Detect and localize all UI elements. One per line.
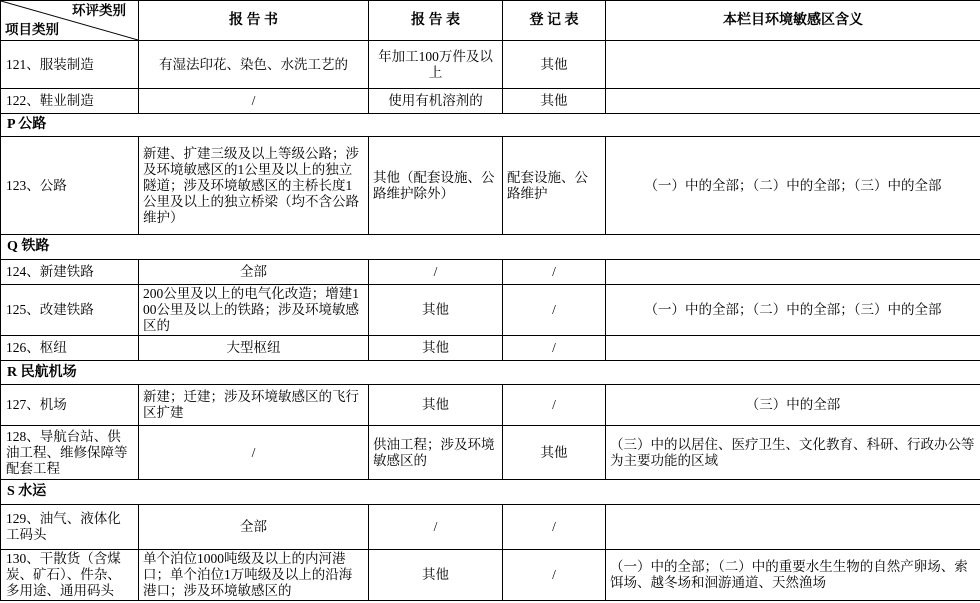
sensitive-area-cell	[606, 89, 980, 114]
report-book-cell: 单个泊位1000吨级及以上的内河港口；单个泊位1万吨级及以上的沿海港口；涉及环境敏感区的	[139, 550, 369, 601]
table-row	[1, 41, 980, 89]
diagonal-header-cell	[1, 1, 139, 41]
section-row	[1, 114, 980, 137]
table-row	[1, 550, 980, 601]
header-eia-category-label: 环评类别	[72, 3, 126, 18]
column-header-report-book: 报 告 书	[139, 1, 369, 41]
report-form-cell: 其他	[369, 285, 503, 336]
category-cell: 126、枢纽	[1, 336, 139, 361]
table-row	[1, 137, 980, 235]
sensitive-area-cell	[606, 505, 980, 550]
header-project-category-label: 项目类别	[5, 22, 59, 37]
register-form-cell: /	[503, 260, 606, 285]
table-row	[1, 260, 980, 285]
section-label: R 民航机场	[1, 361, 980, 385]
category-cell: 124、新建铁路	[1, 260, 139, 285]
category-cell: 130、干散货（含煤炭、矿石）、件杂、多用途、通用码头	[1, 550, 139, 601]
sensitive-area-cell: （三）中的全部	[606, 385, 980, 426]
report-form-cell: 年加工100万件及以上	[369, 41, 503, 89]
category-cell: 128、导航台站、供油工程、维修保障等配套工程	[1, 426, 139, 480]
report-book-cell: 新建、扩建三级及以上等级公路；涉及环境敏感区的1公里及以上的独立隧道；涉及环境敏感区的主桥长度1公里及以上的独立桥梁（均不含公路维护）	[139, 137, 369, 235]
section-row	[1, 361, 980, 385]
category-cell: 122、鞋业制造	[1, 89, 139, 114]
report-book-cell: 全部	[139, 505, 369, 550]
register-form-cell: /	[503, 336, 606, 361]
table-row	[1, 505, 980, 550]
register-form-cell: /	[503, 385, 606, 426]
report-form-cell: 其他	[369, 385, 503, 426]
report-form-cell: 其他	[369, 550, 503, 601]
report-book-cell: 200公里及以上的电气化改造；增建100公里及以上的铁路；涉及环境敏感区的	[139, 285, 369, 336]
sensitive-area-cell	[606, 336, 980, 361]
report-form-cell: 其他（配套设施、公路维护除外）	[369, 137, 503, 235]
section-label: S 水运	[1, 480, 980, 505]
section-row	[1, 235, 980, 260]
category-cell: 125、改建铁路	[1, 285, 139, 336]
table-row	[1, 285, 980, 336]
header-row	[1, 1, 980, 41]
report-book-cell: 有湿法印花、染色、水洗工艺的	[139, 41, 369, 89]
table-row	[1, 89, 980, 114]
section-label: P 公路	[1, 114, 980, 137]
sensitive-area-cell: （一）中的全部；（二）中的重要水生生物的自然产卵场、索饵场、越冬场和洄游通道、天然渔场	[606, 550, 980, 601]
column-header-sensitive-area-meaning: 本栏目环境敏感区含义	[606, 1, 980, 41]
report-form-cell: 使用有机溶剂的	[369, 89, 503, 114]
register-form-cell: /	[503, 550, 606, 601]
sensitive-area-cell: （一）中的全部；（二）中的全部；（三）中的全部	[606, 137, 980, 235]
register-form-cell: 其他	[503, 426, 606, 480]
sensitive-area-cell: （一）中的全部；（二）中的全部；（三）中的全部	[606, 285, 980, 336]
report-book-cell: /	[139, 426, 369, 480]
report-book-cell: 全部	[139, 260, 369, 285]
register-form-cell: 其他	[503, 41, 606, 89]
report-form-cell: /	[369, 505, 503, 550]
table-row	[1, 336, 980, 361]
table-body	[1, 41, 980, 601]
report-book-cell: 新建；迁建；涉及环境敏感区的飞行区扩建	[139, 385, 369, 426]
column-header-register-form: 登 记 表	[503, 1, 606, 41]
section-label: Q 铁路	[1, 235, 980, 260]
register-form-cell: /	[503, 505, 606, 550]
table-row	[1, 385, 980, 426]
category-cell: 123、公路	[1, 137, 139, 235]
column-header-report-form: 报 告 表	[369, 1, 503, 41]
sensitive-area-cell	[606, 41, 980, 89]
category-cell: 127、机场	[1, 385, 139, 426]
category-cell: 121、服装制造	[1, 41, 139, 89]
report-form-cell: 供油工程；涉及环境敏感区的	[369, 426, 503, 480]
register-form-cell: 配套设施、公路维护	[503, 137, 606, 235]
register-form-cell: /	[503, 285, 606, 336]
table-row	[1, 426, 980, 480]
report-form-cell: /	[369, 260, 503, 285]
category-cell: 129、油气、液体化工码头	[1, 505, 139, 550]
report-book-cell: /	[139, 89, 369, 114]
register-form-cell: 其他	[503, 89, 606, 114]
sensitive-area-cell: （三）中的以居住、医疗卫生、文化教育、科研、行政办公等为主要功能的区域	[606, 426, 980, 480]
report-book-cell: 大型枢纽	[139, 336, 369, 361]
section-row	[1, 480, 980, 505]
sensitive-area-cell	[606, 260, 980, 285]
report-form-cell: 其他	[369, 336, 503, 361]
